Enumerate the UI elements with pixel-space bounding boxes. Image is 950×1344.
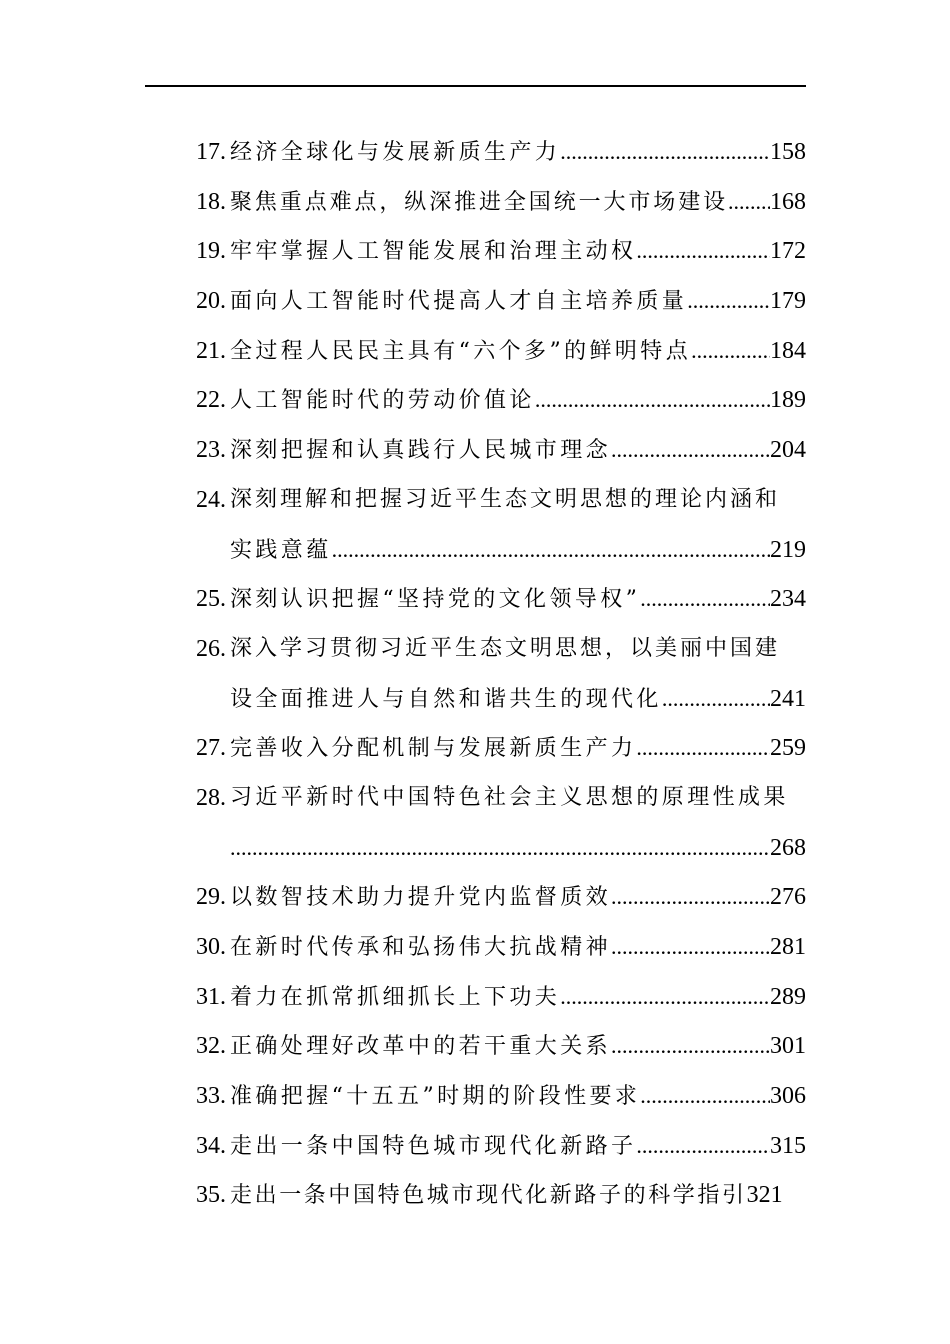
- entry-title-line-2: 实践意蕴: [230, 537, 332, 563]
- entry-title: 全过程人民民主具有“六个多”的鲜明特点: [230, 338, 692, 364]
- entry-title: 在新时代传承和弘扬伟大抗战精神: [230, 935, 612, 960]
- entry-number: 19.: [196, 238, 226, 265]
- entry-page-number: 158: [770, 139, 806, 165]
- toc-entry-32[interactable]: [0, 1019, 950, 1069]
- dot-leader: [332, 535, 770, 565]
- dot-leader: [636, 1131, 770, 1161]
- dot-leader: [636, 236, 770, 266]
- toc-entry-34[interactable]: [0, 1119, 950, 1169]
- dot-leader: [640, 584, 770, 614]
- entry-title: 准确把握“十五五”时期的阶段性要求: [230, 1084, 641, 1110]
- entry-page-number: 321: [746, 1182, 783, 1209]
- toc-entry-19[interactable]: [0, 224, 950, 274]
- entry-number: 35.: [196, 1182, 226, 1209]
- entry-page-number: 168: [770, 188, 806, 215]
- toc-entry-20[interactable]: [0, 274, 950, 324]
- dot-leader: [728, 187, 770, 217]
- toc-entry-18[interactable]: [0, 175, 950, 225]
- entry-page-number: 306: [770, 1083, 806, 1110]
- dot-leader: [691, 336, 770, 366]
- entry-title-line-1: 深刻理解和把握习近平生态文明思想的理论内涵和: [230, 486, 781, 512]
- entry-number: 33.: [196, 1083, 226, 1110]
- dot-leader: [611, 882, 770, 912]
- entry-number: 23.: [196, 437, 226, 464]
- entry-number: 32.: [196, 1033, 226, 1060]
- toc-entry-25[interactable]: [0, 572, 950, 622]
- dot-leader: [560, 137, 770, 167]
- toc-entry-35[interactable]: [0, 1168, 950, 1218]
- entry-number: 28.: [196, 784, 226, 811]
- table-of-contents: [0, 125, 950, 1218]
- entry-number: 21.: [196, 337, 226, 364]
- dot-leader: [662, 684, 770, 714]
- entry-number: 22.: [196, 387, 226, 414]
- entry-page-number: 179: [770, 288, 806, 315]
- entry-page-number: 172: [770, 238, 806, 265]
- entry-page-number: 315: [770, 1132, 806, 1159]
- entry-page-number: 268: [770, 834, 806, 861]
- entry-number: 17.: [196, 139, 226, 165]
- entry-number: 30.: [196, 934, 226, 960]
- toc-entry-29[interactable]: [0, 870, 950, 920]
- entry-title: 牢牢掌握人工智能发展和治理主动权: [230, 239, 637, 265]
- entry-number: 20.: [196, 288, 226, 315]
- entry-title: 聚焦重点难点，纵深推进全国统一大市场建设: [230, 189, 729, 215]
- dot-leader: [535, 385, 770, 415]
- entry-number: 34.: [196, 1132, 226, 1159]
- entry-title-line-1: 习近平新时代中国特色社会主义思想的原理性成果: [230, 784, 789, 810]
- dot-leader: [611, 1031, 770, 1061]
- entry-number: 25.: [196, 586, 226, 613]
- dot-leader: [611, 435, 770, 465]
- entry-page-number: 219: [770, 536, 806, 563]
- header-rule: [145, 85, 806, 87]
- entry-number: 18.: [196, 188, 226, 215]
- entry-title-line-1: 深入学习贯彻习近平生态文明思想，以美丽中国建: [230, 635, 781, 661]
- toc-entry-28[interactable]: [0, 771, 950, 870]
- entry-number: 24.: [196, 486, 226, 513]
- entry-number: 27.: [196, 735, 226, 762]
- toc-entry-27[interactable]: [0, 721, 950, 771]
- toc-entry-23[interactable]: [0, 423, 950, 473]
- entry-title: 完善收入分配机制与发展新质生产力: [230, 736, 637, 762]
- entry-page-number: 204: [770, 437, 806, 464]
- entry-number: 29.: [196, 884, 226, 911]
- dot-leader: [640, 1081, 770, 1111]
- entry-title: 深刻把握和认真践行人民城市理念: [230, 438, 612, 464]
- toc-entry-30[interactable]: [0, 920, 950, 970]
- entry-page-number: 281: [770, 934, 806, 960]
- entry-title: 以数智技术助力提升党内监督质效: [230, 885, 612, 911]
- dot-leader: [230, 833, 770, 863]
- entry-title: 面向人工智能时代提高人才自主培养质量: [230, 289, 688, 315]
- toc-entry-22[interactable]: [0, 373, 950, 423]
- entry-title: 深刻认识把握“坚持党的文化领导权”: [230, 587, 641, 613]
- entry-page-number: 276: [770, 884, 806, 911]
- entry-title: 正确处理好改革中的若干重大关系: [230, 1034, 612, 1060]
- entry-page-number: 184: [770, 337, 806, 364]
- entry-title: 走出一条中国特色城市现代化新路子的科学指引: [230, 1183, 747, 1209]
- entry-number: 31.: [196, 983, 226, 1010]
- dot-leader: [611, 932, 770, 962]
- entry-page-number: 189: [770, 387, 806, 414]
- dot-leader: [687, 286, 770, 316]
- entry-title: 着力在抓常抓细抓长上下功夫: [230, 984, 561, 1010]
- entry-title: 经济全球化与发展新质生产力: [230, 140, 561, 165]
- entry-page-number: 259: [770, 735, 806, 762]
- entry-title: 走出一条中国特色城市现代化新路子: [230, 1133, 637, 1159]
- dot-leader: [636, 733, 770, 763]
- entry-page-number: 234: [770, 586, 806, 613]
- entry-title: 人工智能时代的劳动价值论: [230, 388, 535, 414]
- entry-page-number: 289: [770, 983, 806, 1010]
- toc-entry-17[interactable]: [0, 125, 950, 175]
- entry-page-number: 301: [770, 1033, 806, 1060]
- entry-title-line-2: 设全面推进人与自然和谐共生的现代化: [230, 686, 662, 712]
- entry-number: 26.: [196, 635, 226, 662]
- toc-entry-21[interactable]: [0, 324, 950, 374]
- dot-leader: [560, 982, 770, 1012]
- toc-entry-33[interactable]: [0, 1069, 950, 1119]
- toc-entry-31[interactable]: [0, 970, 950, 1020]
- toc-entry-24[interactable]: [0, 473, 950, 572]
- entry-page-number: 241: [770, 685, 806, 712]
- toc-entry-26[interactable]: [0, 622, 950, 721]
